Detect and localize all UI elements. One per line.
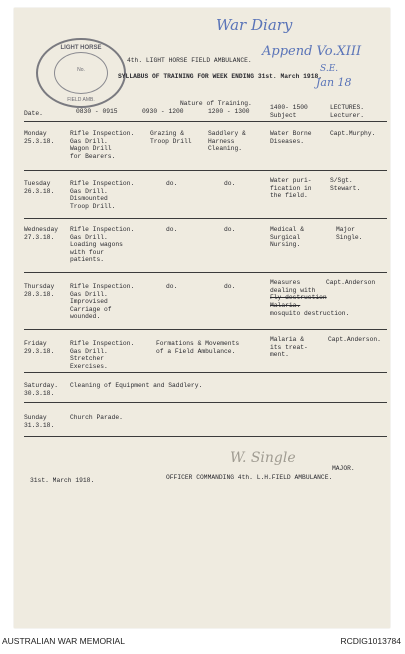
row-lecturer: Capt.Anderson [326,279,376,286]
row-day: Wednesday [24,226,59,233]
archive-id: RCDIG1013784 [340,636,401,646]
ref-note: S.E. [320,64,339,74]
row-date: 27.3.18. [24,234,55,241]
row-date: 25.3.18. [24,138,55,145]
row-session-1: Cleaning of Equipment and Saddlery. [70,382,203,389]
row-session-3: Saddlery & Harness Cleaning. [208,130,246,153]
time-col-1-header: 0830 - 0915 [76,108,118,115]
row-date: 26.3.18. [24,188,55,195]
signature: W. Single [230,450,296,466]
row-day: Saturday. [24,382,59,389]
row-rule [24,436,387,437]
row-session-3: do. [224,283,236,290]
row-date: 31.3.18. [24,422,55,429]
row-date: 28.3.18. [24,291,55,298]
header-rule [24,121,387,122]
row-day: Thursday [24,283,55,290]
row-day: Friday [24,340,47,347]
row-subject-end: mosquito destruction. [270,310,350,317]
row-session-2: do. [166,283,178,290]
row-rule [24,272,387,273]
unit-heading: 4th. LIGHT HORSE FIELD AMBULANCE. [127,57,252,64]
row-subject-struck: Fly destruction Malaria. [270,294,327,309]
row-session-1: Rifle Inspection. Gas Drill. Improvised Carriage of wounded. [70,283,135,321]
row-subject: Malaria & its treat- ment. [270,336,308,359]
subject-header: Subject [270,112,297,119]
row-session-1: Rifle Inspection. Gas Drill. Wagon Drill for Bearers. [70,130,135,160]
row-subject: Water Borne Diseases. [270,130,312,145]
row-rule [24,402,387,403]
row-session-1: Rifle Inspection. Gas Drill. Dismounted Troop Drill. [70,180,135,210]
row-lecturer: Capt.Anderson. [328,336,381,343]
row-day: Sunday [24,414,47,421]
row-date: 30.3.18. [24,390,55,397]
signoff-rank: MAJOR. [332,465,355,472]
war-diary-note: War Diary [216,16,293,34]
syllabus-title: SYLLABUS OF TRAINING FOR WEEK ENDING 31st. March 1918. [118,73,323,80]
row-rule [24,218,387,219]
row-session-1: Rifle Inspection. Gas Drill. Loading wagons with four patients. [70,226,135,264]
row-lecturer: Capt.Murphy. [330,130,376,137]
row-session-1: Rifle Inspection. Gas Drill. Stretcher Exercises. [70,340,135,370]
row-session-2: Grazing & Troop Drill [150,130,192,145]
row-subject: Water puri- fication in the field. [270,177,312,200]
row-rule [24,329,387,330]
row-subject: Measures dealing with [270,279,316,294]
stamp-top-text: LIGHT HORSE [60,45,102,51]
stamp-no-text: No. [77,67,85,73]
row-lecturer: S/Sgt. Stewart. [330,177,361,192]
row-rule [24,372,387,373]
time-col-3-header: 1200 - 1300 [208,108,250,115]
nature-of-training-header: Nature of Training. [180,100,252,107]
row-session-2: Formations & Movements of a Field Ambulance. [156,340,240,355]
signoff-officer: OFFICER COMMANDING 4th. L.H.FIELD AMBULANCE. [166,474,333,481]
row-subject: Medical & Surgical Nursing. [270,226,305,249]
row-rule [24,170,387,171]
append-note: Append Vo.XIII [262,44,362,59]
row-session-2: do. [166,226,178,233]
row-session-2: do. [166,180,178,187]
row-lecturer: Major Single. [336,226,363,241]
row-session-3: do. [224,180,236,187]
time-col-2-header: 0930 - 1200 [142,108,184,115]
time-col-4-header: 1400- 1500 [270,104,308,111]
stamp-bottom-text: FIELD AMB. [67,97,95,103]
stamp-inner-ring [54,52,108,94]
row-session-1: Church Parade. [70,414,123,421]
row-day: Monday [24,130,47,137]
date-column-header: Date. [24,110,43,117]
lecturer-header: Lecturer. [330,112,365,119]
row-date: 29.3.18. [24,348,55,355]
date-note: Jan 18 [316,76,352,89]
signoff-date: 31st. March 1918. [30,477,95,484]
lectures-header: LECTURES. [330,104,365,111]
row-day: Tuesday [24,180,51,187]
archive-credit: AUSTRALIAN WAR MEMORIAL [2,636,125,646]
unit-stamp [36,38,126,108]
row-session-3: do. [224,226,236,233]
